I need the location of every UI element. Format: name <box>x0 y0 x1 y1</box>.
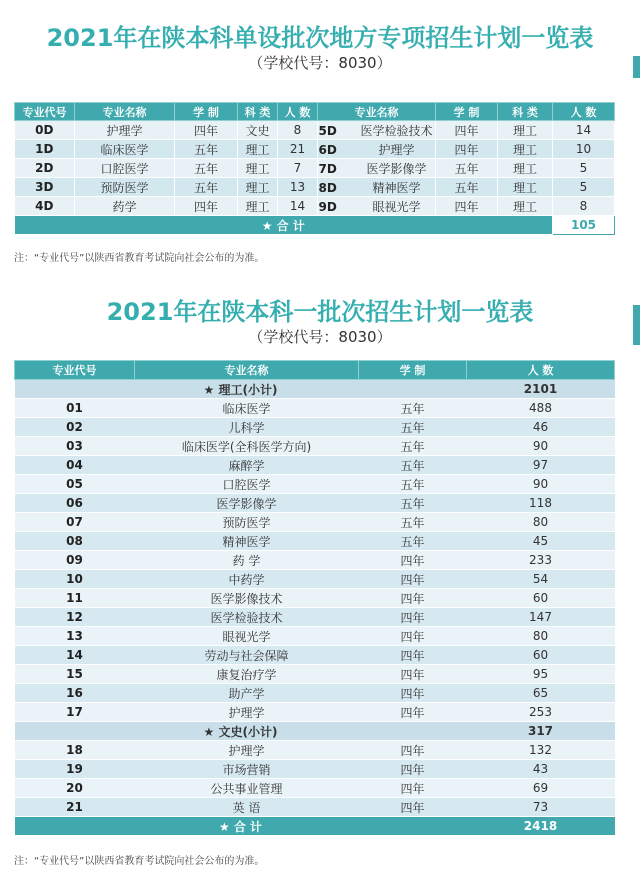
enrollment-count: 95 <box>467 665 615 684</box>
major-name: 儿科学 <box>135 418 359 437</box>
total-row <box>15 216 615 235</box>
study-years: 五年 <box>359 494 467 513</box>
major-code: 13 <box>15 627 135 646</box>
table-row <box>15 418 615 437</box>
header-cell: 专业代号 <box>15 103 75 121</box>
major-name: 药 学 <box>135 551 359 570</box>
major-code: 02 <box>15 418 135 437</box>
table-row <box>15 646 615 665</box>
major-name: 护理学 <box>135 741 359 760</box>
header-cell: 人 数 <box>553 103 615 121</box>
major-name: 口腔医学 <box>75 159 175 178</box>
major-code: 4D <box>15 197 75 216</box>
study-years: 四年 <box>359 741 467 760</box>
major-name: 麻醉学 <box>135 456 359 475</box>
header-cell: 专业名称 <box>318 103 436 121</box>
enrollment-count: 233 <box>467 551 615 570</box>
major-code: 14 <box>15 646 135 665</box>
major-name: 助产学 <box>135 684 359 703</box>
enrollment-count: 80 <box>467 627 615 646</box>
major-code: 0D <box>15 121 75 140</box>
table1-title: 2021年在陕本科单设批次地方专项招生计划一览表 <box>46 24 594 52</box>
major-name: 预防医学 <box>135 513 359 532</box>
study-years: 四年 <box>359 608 467 627</box>
total-label: ★ 合 计 <box>15 216 553 235</box>
major-code: 04 <box>15 456 135 475</box>
major-cell <box>318 159 436 178</box>
major-code: 09 <box>15 551 135 570</box>
major-code: 03 <box>15 437 135 456</box>
major-name: 市场营销 <box>135 760 359 779</box>
subject-category: 理工 <box>238 159 278 178</box>
table2-note: 注：“专业代号”以陕西省教育考试院向社会公布的为准。 <box>14 856 265 867</box>
enrollment-count: 69 <box>467 779 615 798</box>
enrollment-count: 147 <box>467 608 615 627</box>
study-years: 四年 <box>175 197 238 216</box>
major-name: 眼视光学 <box>372 199 421 214</box>
major-code: 01 <box>15 399 135 418</box>
table-row <box>15 760 615 779</box>
total-value: 2418 <box>467 817 615 836</box>
major-name: 医学检验技术 <box>360 123 433 138</box>
subject-category: 理工 <box>498 140 553 159</box>
study-years: 四年 <box>359 684 467 703</box>
major-code: 05 <box>15 475 135 494</box>
enrollment-count: 5 <box>553 178 615 197</box>
enrollment-count: 60 <box>467 646 615 665</box>
study-years: 四年 <box>359 627 467 646</box>
enrollment-count: 97 <box>467 456 615 475</box>
side-tab-mark <box>633 305 640 345</box>
major-code: 2D <box>15 159 75 178</box>
header-cell: 学 制 <box>175 103 238 121</box>
major-code: 15 <box>15 665 135 684</box>
study-years: 五年 <box>359 513 467 532</box>
table-row <box>15 551 615 570</box>
study-years: 五年 <box>359 456 467 475</box>
enrollment-count: 5 <box>553 159 615 178</box>
table2 <box>14 360 615 836</box>
study-years: 五年 <box>175 140 238 159</box>
table-row <box>15 608 615 627</box>
study-years: 五年 <box>436 159 498 178</box>
enrollment-count: 65 <box>467 684 615 703</box>
table-row <box>15 741 615 760</box>
subtotal-value: 317 <box>467 722 615 741</box>
major-name: 护理学 <box>135 703 359 722</box>
subject-category: 理工 <box>238 178 278 197</box>
major-name: 护理学 <box>378 142 415 157</box>
major-name: 眼视光学 <box>135 627 359 646</box>
major-code: 1D <box>15 140 75 159</box>
major-name: 公共事业管理 <box>135 779 359 798</box>
table2-title: 2021年在陕本科一批次招生计划一览表 <box>106 298 534 326</box>
major-name: 精神医学 <box>135 532 359 551</box>
major-code: 11 <box>15 589 135 608</box>
major-code: 3D <box>15 178 75 197</box>
major-code: 5D <box>318 123 337 138</box>
table-row <box>15 589 615 608</box>
major-name: 医学影像学 <box>135 494 359 513</box>
major-code: 17 <box>15 703 135 722</box>
major-code: 12 <box>15 608 135 627</box>
header-cell: 科 类 <box>238 103 278 121</box>
study-years: 四年 <box>359 570 467 589</box>
enrollment-count: 14 <box>278 197 318 216</box>
major-code: 06 <box>15 494 135 513</box>
table-row <box>15 703 615 722</box>
study-years: 四年 <box>359 798 467 817</box>
study-years: 四年 <box>436 121 498 140</box>
table1 <box>14 102 615 235</box>
major-name: 英 语 <box>135 798 359 817</box>
total-label: ★ 合 计 <box>15 817 467 836</box>
study-years: 四年 <box>359 589 467 608</box>
table-row <box>15 437 615 456</box>
header-cell: 专业代号 <box>15 361 135 380</box>
table1-header-row <box>15 103 615 121</box>
study-years: 四年 <box>359 760 467 779</box>
table-row <box>15 513 615 532</box>
header-cell: 人 数 <box>278 103 318 121</box>
major-code: 6D <box>318 142 337 157</box>
table-row <box>15 779 615 798</box>
major-code: 9D <box>318 199 337 214</box>
header-cell: 科 类 <box>498 103 553 121</box>
header-cell: 学 制 <box>359 361 467 380</box>
major-name: 康复治疗学 <box>135 665 359 684</box>
table2-subtitle: （学校代号：8030） <box>248 328 392 346</box>
enrollment-count: 13 <box>278 178 318 197</box>
major-code: 21 <box>15 798 135 817</box>
enrollment-count: 43 <box>467 760 615 779</box>
table-row <box>15 532 615 551</box>
table-row <box>15 475 615 494</box>
study-years: 四年 <box>436 197 498 216</box>
study-years: 五年 <box>359 399 467 418</box>
subtotal-row <box>15 380 615 399</box>
enrollment-count: 132 <box>467 741 615 760</box>
major-name: 医学检验技术 <box>135 608 359 627</box>
major-name: 临床医学 <box>135 399 359 418</box>
enrollment-count: 118 <box>467 494 615 513</box>
study-years: 四年 <box>436 140 498 159</box>
table1-note: 注：“专业代号”以陕西省教育考试院向社会公布的为准。 <box>14 253 265 264</box>
enrollment-count: 8 <box>278 121 318 140</box>
table-row <box>15 140 615 159</box>
major-code: 20 <box>15 779 135 798</box>
table-row <box>15 570 615 589</box>
header-cell: 学 制 <box>436 103 498 121</box>
total-row <box>15 817 615 836</box>
subtotal-label: ★ 理工(小计) <box>15 380 467 399</box>
enrollment-count: 54 <box>467 570 615 589</box>
major-code: 19 <box>15 760 135 779</box>
enrollment-count: 90 <box>467 475 615 494</box>
major-name: 医学影像技术 <box>135 589 359 608</box>
header-cell: 专业名称 <box>135 361 359 380</box>
study-years: 四年 <box>359 703 467 722</box>
enrollment-count: 10 <box>553 140 615 159</box>
major-code: 7D <box>318 161 337 176</box>
header-cell: 人 数 <box>467 361 615 380</box>
study-years: 五年 <box>359 418 467 437</box>
subtotal-value: 2101 <box>467 380 615 399</box>
table-row <box>15 684 615 703</box>
table-row <box>15 399 615 418</box>
major-code: 07 <box>15 513 135 532</box>
major-code: 8D <box>318 180 337 195</box>
major-code: 10 <box>15 570 135 589</box>
major-name: 临床医学 <box>75 140 175 159</box>
subject-category: 理工 <box>498 178 553 197</box>
study-years: 五年 <box>359 475 467 494</box>
major-name: 口腔医学 <box>135 475 359 494</box>
subject-category: 理工 <box>238 140 278 159</box>
study-years: 四年 <box>359 551 467 570</box>
subject-category: 理工 <box>498 197 553 216</box>
table-row <box>15 798 615 817</box>
enrollment-count: 253 <box>467 703 615 722</box>
table1-subtitle: （学校代号：8030） <box>248 54 392 72</box>
enrollment-count: 14 <box>553 121 615 140</box>
side-tab-mark <box>633 56 640 78</box>
subject-category: 理工 <box>498 159 553 178</box>
study-years: 四年 <box>175 121 238 140</box>
enrollment-count: 46 <box>467 418 615 437</box>
major-name: 劳动与社会保障 <box>135 646 359 665</box>
major-cell <box>318 140 436 159</box>
major-name: 临床医学(全科医学方向) <box>135 437 359 456</box>
study-years: 四年 <box>359 779 467 798</box>
enrollment-count: 73 <box>467 798 615 817</box>
study-years: 五年 <box>175 159 238 178</box>
table-row <box>15 197 615 216</box>
enrollment-count: 7 <box>278 159 318 178</box>
major-name: 预防医学 <box>75 178 175 197</box>
study-years: 五年 <box>436 178 498 197</box>
header-cell: 专业名称 <box>75 103 175 121</box>
subtotal-label: ★ 文史(小计) <box>15 722 467 741</box>
enrollment-count: 60 <box>467 589 615 608</box>
table2-header-row <box>15 361 615 380</box>
study-years: 五年 <box>175 178 238 197</box>
enrollment-count: 21 <box>278 140 318 159</box>
table-row <box>15 159 615 178</box>
table-row <box>15 665 615 684</box>
major-name: 护理学 <box>75 121 175 140</box>
subject-category: 理工 <box>498 121 553 140</box>
subject-category: 理工 <box>238 197 278 216</box>
enrollment-count: 45 <box>467 532 615 551</box>
enrollment-count: 80 <box>467 513 615 532</box>
major-name: 药学 <box>75 197 175 216</box>
total-value: 105 <box>553 216 615 235</box>
major-cell <box>318 121 436 140</box>
major-name: 医学影像学 <box>366 161 427 176</box>
study-years: 五年 <box>359 532 467 551</box>
table-row <box>15 456 615 475</box>
table-row <box>15 494 615 513</box>
study-years: 四年 <box>359 646 467 665</box>
study-years: 五年 <box>359 437 467 456</box>
subject-category: 文史 <box>238 121 278 140</box>
major-code: 08 <box>15 532 135 551</box>
table-row <box>15 121 615 140</box>
major-code: 16 <box>15 684 135 703</box>
subtotal-row <box>15 722 615 741</box>
table-row <box>15 627 615 646</box>
major-name: 中药学 <box>135 570 359 589</box>
table-row <box>15 178 615 197</box>
major-cell <box>318 178 436 197</box>
major-name: 精神医学 <box>372 180 421 195</box>
major-code: 18 <box>15 741 135 760</box>
enrollment-count: 8 <box>553 197 615 216</box>
enrollment-count: 90 <box>467 437 615 456</box>
study-years: 四年 <box>359 665 467 684</box>
major-cell <box>318 197 436 216</box>
enrollment-count: 488 <box>467 399 615 418</box>
